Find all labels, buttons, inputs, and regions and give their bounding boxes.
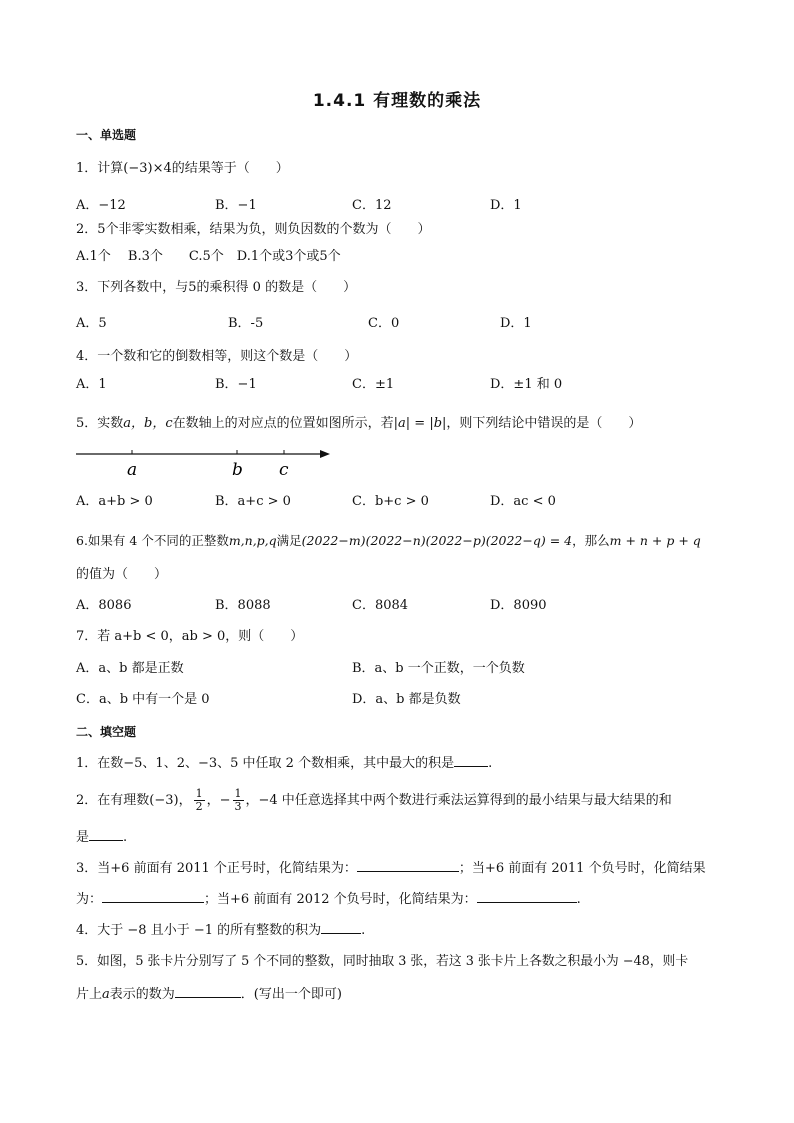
answer-blank-3a[interactable]: [357, 858, 459, 872]
answer-blank-2[interactable]: [89, 827, 123, 841]
q1-option-d[interactable]: D．1: [490, 198, 522, 213]
q4-option-d[interactable]: D．±1 和 0: [490, 377, 563, 392]
q5-option-d[interactable]: D．ac < 0: [490, 494, 556, 509]
q3-option-a[interactable]: A．5: [76, 316, 107, 331]
label-c: c: [279, 460, 289, 480]
question-4-stem: 4．一个数和它的倒数相等，则这个数是（ ）: [76, 349, 358, 364]
answer-blank-5[interactable]: [175, 984, 241, 998]
answer-blank-3b[interactable]: [102, 889, 204, 903]
fill-question-5: 5．如图，5 张卡片分别写了 5 个不同的整数，同时抽取 3 张，若这 3 张卡片上各数之积最小为 −48，则卡: [76, 954, 689, 969]
q6-option-c[interactable]: C．8084: [352, 598, 409, 613]
q7-option-d[interactable]: D．a、b 都是负数: [352, 692, 461, 707]
q3-option-d[interactable]: D．1: [500, 316, 532, 331]
q4-option-a[interactable]: A．1: [76, 377, 107, 392]
answer-blank-4[interactable]: [321, 920, 361, 934]
fraction-one-third: $\frac{1}{3}$: [234, 787, 242, 813]
question-3-stem: 3．下列各数中，与5的乘积得 0 的数是（ ）: [76, 280, 357, 295]
page-title: 1.4.1 有理数的乘法: [312, 91, 482, 111]
q3-option-b[interactable]: B．-5: [228, 316, 264, 331]
q1-option-c[interactable]: C．12: [352, 198, 392, 213]
q7-option-a[interactable]: A．a、b 都是正数: [76, 661, 184, 676]
q7-option-b[interactable]: B．a、b 一个正数，一个负数: [352, 661, 525, 676]
q1-option-a[interactable]: A．−12: [76, 198, 126, 213]
q5-option-a[interactable]: A．a+b > 0: [76, 494, 153, 509]
fill-question-5-cont: 片上a表示的数为 ．(写出一个即可): [76, 984, 342, 1004]
fraction-one-half: $\frac{1}{2}$: [195, 787, 203, 813]
fill-question-1: 1．在数−5、1、2、−3、5 中任取 2 个数相乘，其中最大的积是 .: [76, 753, 492, 773]
fill-question-2-cont: 是 .: [76, 827, 127, 847]
section-heading-fill-blank: 二、填空题: [76, 725, 137, 739]
answer-blank-3c[interactable]: [477, 889, 577, 903]
q4-option-c[interactable]: C．±1: [352, 377, 395, 392]
label-b: b: [232, 460, 243, 480]
fill-question-2: 2．在有理数(−3)， $\frac{1}{2}$ ，− $\frac{1}{3}$ ，−4 中任意选择其中两个数进行乘法运算得到的最小结果与最大结果的和: [76, 787, 672, 813]
q5-option-c[interactable]: C．b+c > 0: [352, 494, 429, 509]
question-6-stem: 6.如果有 4 个不同的正整数m,n,p,q满足(2022−m)(2022−n)(2022−p)(2022−q) = 4，那么m + n + p + q: [76, 533, 701, 548]
fill-question-3-cont: 为： ；当+6 前面有 2012 个负号时，化简结果为： .: [76, 889, 581, 909]
question-7-stem: 7．若 a+b < 0，ab > 0，则（ ）: [76, 629, 304, 644]
question-2-stem: 2．5个非零实数相乘，结果为负，则负因数的个数为（ ）: [76, 222, 431, 237]
section-heading-single-choice: 一、单选题: [76, 128, 137, 142]
fill-question-4: 4．大于 −8 且小于 −1 的所有整数的积为 .: [76, 920, 365, 940]
q5-option-b[interactable]: B．a+c > 0: [215, 494, 291, 509]
number-line-arrow: [320, 450, 330, 458]
q6-option-d[interactable]: D．8090: [490, 598, 547, 613]
answer-blank-1[interactable]: [454, 753, 488, 767]
fill-question-3: 3．当+6 前面有 2011 个正号时，化简结果为： ；当+6 前面有 2011 个负号时，化简结果: [76, 858, 706, 878]
label-a: a: [127, 460, 138, 480]
number-line-figure: [72, 444, 336, 480]
q2-options[interactable]: A.1个 B.3个 C.5个 D.1个或3个或5个: [76, 249, 341, 264]
q6-option-a[interactable]: A．8086: [76, 598, 132, 613]
q3-option-c[interactable]: C．0: [368, 316, 400, 331]
question-1-stem: 1．计算(−3)×4的结果等于（ ）: [76, 161, 289, 176]
q1-option-b[interactable]: B．−1: [215, 198, 257, 213]
question-6-stem-cont: 的值为（ ）: [76, 567, 168, 582]
q4-option-b[interactable]: B．−1: [215, 377, 257, 392]
question-5-stem: 5．实数a，b，c在数轴上的对应点的位置如图所示，若|a| = |b|，则下列结论中错误的是（ ）: [76, 416, 642, 431]
q6-option-b[interactable]: B．8088: [215, 598, 271, 613]
q7-option-c[interactable]: C．a、b 中有一个是 0: [76, 692, 210, 707]
